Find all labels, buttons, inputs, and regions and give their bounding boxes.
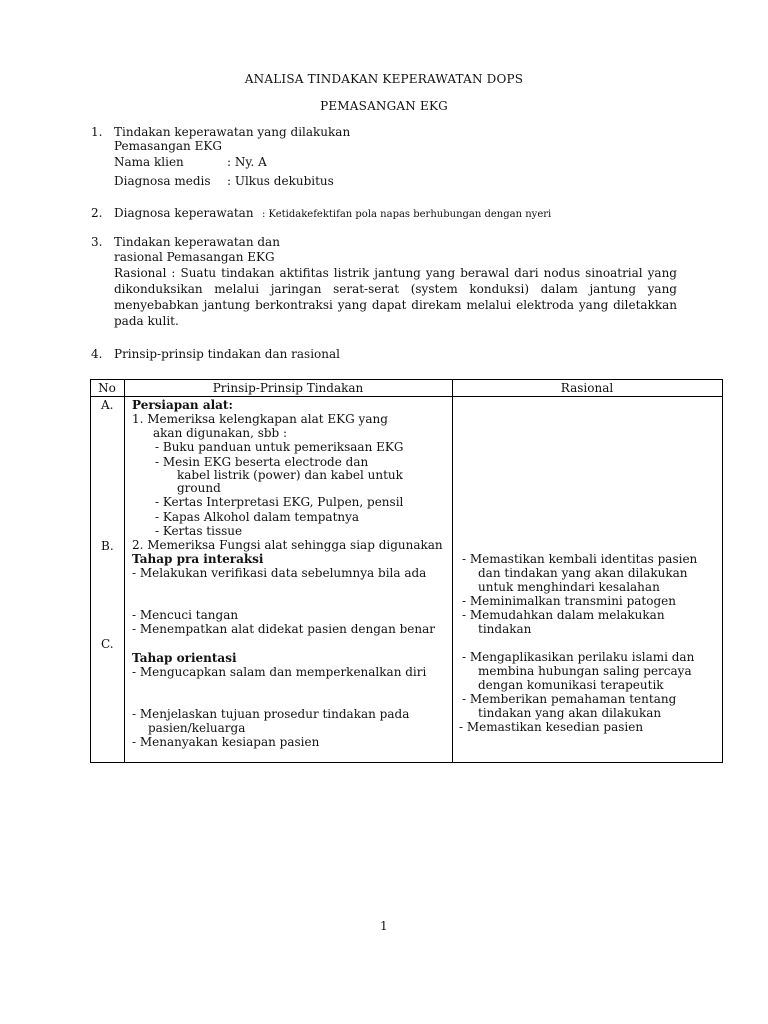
- table-header-rationale: Rasional: [560, 381, 614, 395]
- principle-heading-orientation: Tahap orientasi: [132, 651, 237, 665]
- principle-heading-preparation: Persiapan alat:: [132, 398, 233, 412]
- section4-number: 4.: [91, 347, 103, 361]
- section3-rationale: Rasional : Suatu tindakan aktifitas listrik jantung yang berawal dari nodus sinoatrial yang dikonduksikan melalui jaringan serat-serat (system konduksi) dalam jantung yang menyebabkan jantung berkontraksi yang dapat direkam melalui elektroda yang diletakkan pada kulit.: [114, 266, 677, 328]
- principle-line: - Buku panduan untuk pemeriksaan EKG: [155, 440, 404, 454]
- table-row-label-a: A.: [101, 398, 114, 412]
- principle-line: - Mencuci tangan: [132, 608, 239, 622]
- principle-line: pasien/keluarga: [148, 721, 246, 735]
- section3-number: 3.: [91, 235, 103, 249]
- rationale-line: membina hubungan saling percaya: [478, 664, 692, 678]
- page-number: 1: [380, 919, 388, 933]
- nursing-diagnosis-value: : Ketidakefektifan pola napas berhubungan dengan nyeri: [262, 209, 552, 220]
- table-header-principles: Prinsip-Prinsip Tindakan: [212, 381, 364, 395]
- rationale-line: - Meminimalkan transmini patogen: [462, 594, 676, 608]
- client-name-value: : Ny. A: [227, 155, 267, 169]
- principle-line: kabel listrik (power) dan kabel untuk: [177, 468, 403, 482]
- principle-line: - Menempatkan alat didekat pasien dengan benar: [132, 622, 436, 636]
- medical-diagnosis-value: : Ulkus dekubitus: [227, 174, 334, 188]
- principle-line: akan digunakan, sbb :: [153, 426, 288, 440]
- rationale-line: - Mengaplikasikan perilaku islami dan: [462, 650, 695, 664]
- rationale-line: dengan komunikasi terapeutik: [478, 678, 664, 692]
- principle-line: - Menjelaskan tujuan prosedur tindakan pada: [132, 707, 410, 721]
- rationale-line: - Memberikan pemahaman tentang: [462, 692, 677, 706]
- document-subtitle: PEMASANGAN EKG: [320, 99, 448, 113]
- client-name-label: Nama klien: [114, 155, 184, 169]
- medical-diagnosis-label: Diagnosa medis: [114, 174, 211, 188]
- section1-action: Pemasangan EKG: [114, 139, 222, 153]
- table-row-label-b: B.: [101, 539, 114, 553]
- rationale-line: - Memastikan kembali identitas pasien: [462, 552, 698, 566]
- document-title: ANALISA TINDAKAN KEPERAWATAN DOPS: [244, 72, 524, 86]
- principle-line: - Kertas Interpretasi EKG, Pulpen, pensil: [155, 495, 404, 509]
- section1-number: 1.: [91, 125, 103, 139]
- rationale-line: - Memastikan kesedian pasien: [459, 720, 644, 734]
- section3-heading: Tindakan keperawatan dan: [114, 235, 280, 249]
- rationale-line: untuk menghindari kesalahan: [478, 580, 660, 594]
- rationale-line: - Memudahkan dalam melakukan: [462, 608, 665, 622]
- table-header-no: No: [98, 381, 116, 395]
- table-row-label-c: C.: [101, 637, 114, 651]
- principle-line: - Mesin EKG beserta electrode dan: [155, 455, 369, 469]
- principle-line: - Melakukan verifikasi data sebelumnya bila ada: [132, 566, 427, 580]
- principle-line: - Mengucapkan salam dan memperkenalkan diri: [132, 665, 427, 679]
- principle-line: 2. Memeriksa Fungsi alat sehingga siap digunakan: [132, 538, 443, 552]
- principle-line: 1. Memeriksa kelengkapan alat EKG yang: [132, 412, 388, 426]
- principle-line: - Kertas tissue: [155, 524, 243, 538]
- rationale-line: tindakan: [478, 622, 532, 636]
- section2-number: 2.: [91, 206, 103, 220]
- rationale-line: dan tindakan yang akan dilakukan: [478, 566, 688, 580]
- section1-heading: Tindakan keperawatan yang dilakukan: [114, 125, 351, 139]
- nursing-diagnosis-label: Diagnosa keperawatan: [114, 206, 254, 220]
- principle-line: - Kapas Alkohol dalam tempatnya: [155, 510, 360, 524]
- principle-heading-pre-interaction: Tahap pra interaksi: [132, 552, 264, 566]
- section4-heading: Prinsip-prinsip tindakan dan rasional: [114, 347, 340, 361]
- section3-heading-2: rasional Pemasangan EKG: [114, 250, 275, 264]
- principle-line: - Menanyakan kesiapan pasien: [132, 735, 320, 749]
- principle-line: ground: [177, 481, 221, 495]
- rationale-line: tindakan yang akan dilakukan: [478, 706, 662, 720]
